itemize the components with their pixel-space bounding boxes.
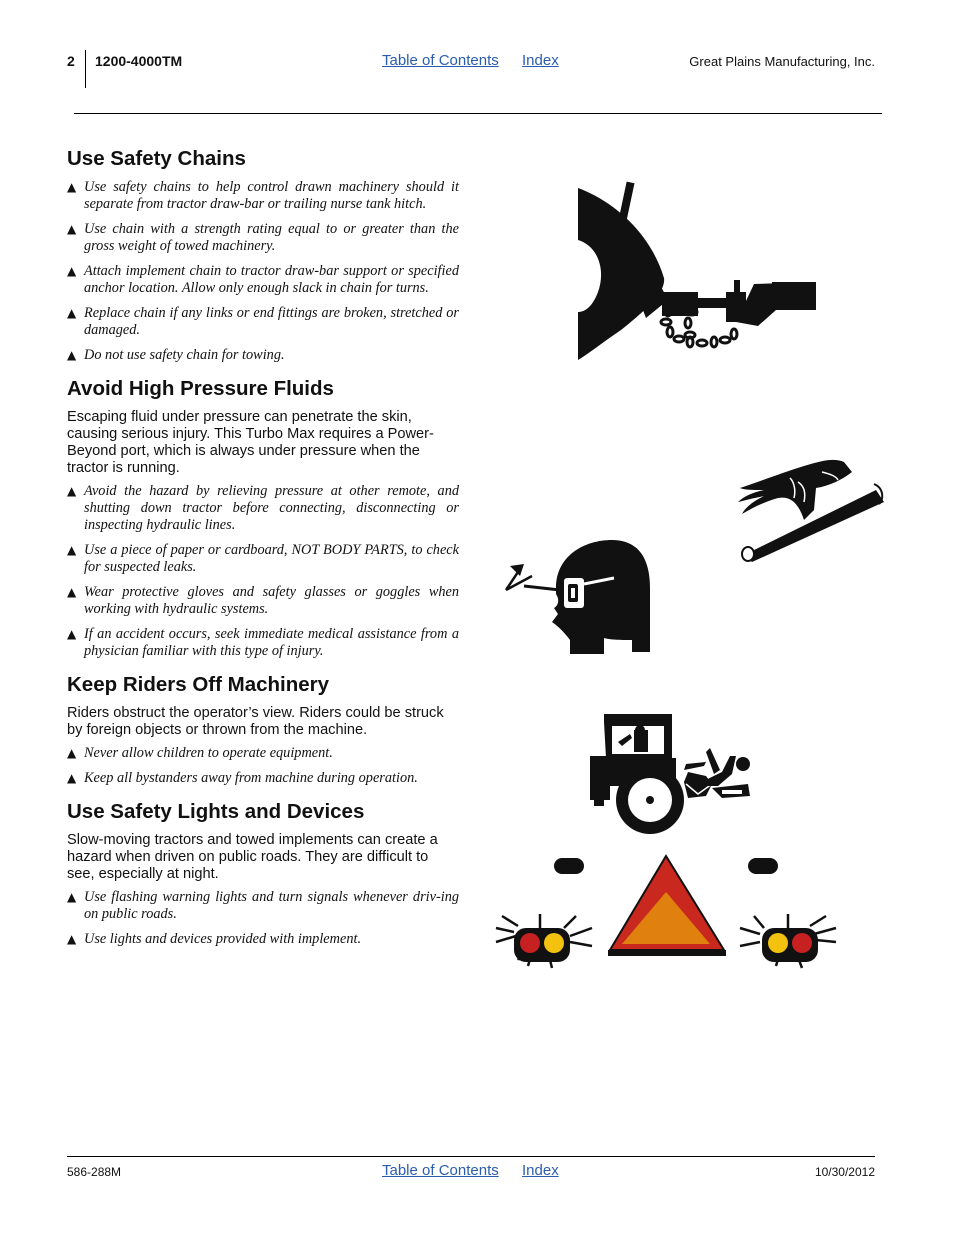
safety-chain-illustration bbox=[576, 180, 821, 362]
section-safety-chains bbox=[67, 146, 459, 364]
section-body: Riders obstruct the operator’s view. Riders could be struck by foreign objects or thrown from the machine. bbox=[67, 705, 444, 738]
content-column bbox=[67, 146, 459, 960]
bullet-item: ▲ Use safety chains to help control drawn machinery should it separate from tractor draw-bar or trailing nurse tank hitch. bbox=[67, 179, 459, 212]
bullet-list bbox=[67, 889, 459, 948]
hand-injection-illustration bbox=[734, 450, 886, 562]
section-title: Keep Riders Off Machinery bbox=[67, 673, 330, 696]
bullet-item: ▲ Replace chain if any links or end fittings are broken, stretched or damaged. bbox=[67, 305, 459, 338]
revision-date: 10/30/2012 bbox=[814, 1165, 875, 1179]
header-rule bbox=[74, 113, 882, 114]
bullet-list bbox=[67, 179, 459, 364]
bullet-list bbox=[67, 483, 459, 660]
footer-toc-link[interactable]: Table of Contents bbox=[382, 1162, 499, 1179]
bullet-item: ▲ Wear protective gloves and safety glasses or goggles when working with hydraulic systems. bbox=[67, 584, 459, 617]
section-title: Avoid High Pressure Fluids bbox=[67, 377, 334, 400]
bullet-item: ▲ Keep all bystanders away from machine during operation. bbox=[67, 770, 418, 786]
section-safety-lights bbox=[67, 799, 459, 948]
model-number: 1200-4000TM bbox=[95, 53, 183, 69]
header-divider bbox=[85, 50, 86, 88]
goggles-head-illustration bbox=[504, 536, 654, 658]
bullet-item: ▲ Use chain with a strength rating equal to or greater than the gross weight of towed machinery. bbox=[67, 221, 459, 254]
section-title: Use Safety Chains bbox=[67, 147, 246, 170]
bullet-item: ▲ If an accident occurs, seek immediate medical assistance from a physician familiar with this type of injury. bbox=[67, 626, 459, 659]
bullet-item: ▲ Never allow children to operate equipment. bbox=[67, 745, 333, 761]
smv-emblem-and-lights-illustration bbox=[492, 854, 840, 974]
company-name: Great Plains Manufacturing, Inc. bbox=[689, 54, 875, 69]
section-title: Use Safety Lights and Devices bbox=[67, 800, 365, 823]
section-high-pressure-fluids bbox=[67, 376, 459, 660]
document-number: 586-288M bbox=[67, 1165, 122, 1179]
section-keep-riders-off bbox=[67, 672, 459, 787]
tractor-rider-illustration bbox=[588, 712, 754, 836]
header-index-link[interactable]: Index bbox=[522, 52, 559, 69]
section-body: Escaping fluid under pressure can penetrate the skin, causing serious injury. This Turbo Max requires a Power-Beyond port, which is always under pressure when the tractor is running. bbox=[67, 409, 434, 476]
bullet-item: ▲ Use lights and devices provided with implement. bbox=[67, 931, 362, 947]
bullet-item: ▲ Use a piece of paper or cardboard, NOT BODY PARTS, to check for suspected leaks. bbox=[67, 542, 459, 575]
footer-index-link[interactable]: Index bbox=[522, 1162, 559, 1179]
footer-rule bbox=[67, 1156, 875, 1157]
bullet-list bbox=[67, 745, 459, 787]
header-toc-link[interactable]: Table of Contents bbox=[382, 52, 499, 69]
page-number: 2 bbox=[67, 53, 75, 69]
bullet-item: ▲ Avoid the hazard by relieving pressure at other remote, and shutting down tractor before connecting, disconnecting or inspecting hydraulic lines. bbox=[67, 483, 459, 533]
bullet-item: ▲ Do not use safety chain for towing. bbox=[67, 347, 285, 363]
bullet-item: ▲ Use flashing warning lights and turn signals whenever driv-ing on public roads. bbox=[67, 889, 459, 922]
section-body: Slow-moving tractors and towed implements can create a hazard when driven on public roads. They are difficult to see, especially at night. bbox=[67, 832, 438, 882]
bullet-item: ▲ Attach implement chain to tractor draw-bar support or specified anchor location. Allow only enough slack in chain for turns. bbox=[67, 263, 459, 296]
